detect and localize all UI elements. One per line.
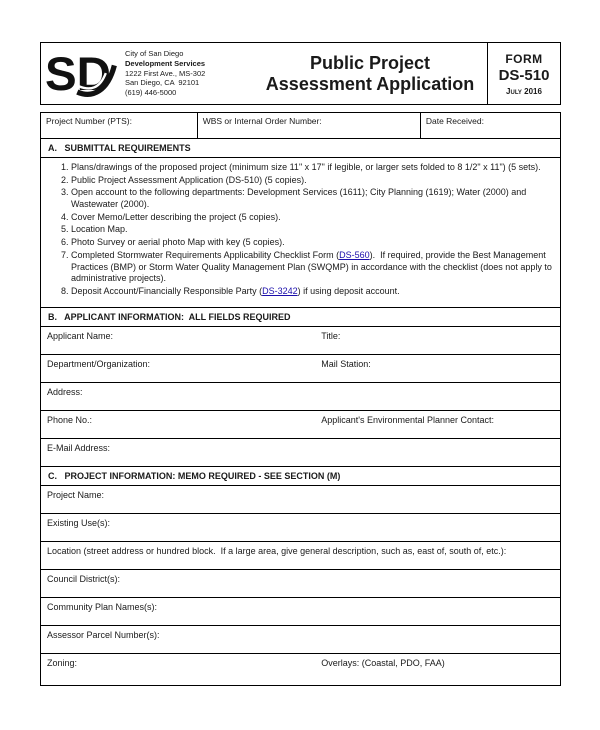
field-row-address — [41, 382, 560, 410]
field-email-label: E-Mail Address: — [47, 442, 111, 453]
field-project-number: Project Number (PTS): — [46, 116, 132, 126]
field-row-location — [41, 541, 560, 569]
field-wbs-number: WBS or Internal Order Number: — [197, 113, 420, 138]
page-title-line2: Assessment Application — [265, 73, 475, 94]
list-item-text: ). If required, provide the Best Management Practices (BMP) or Storm Water Quality Management Plan (SWQMP) in accordance with the checklist (does not apply to administrative projects). — [71, 249, 555, 284]
field-row-phone — [41, 410, 560, 438]
section-c-header: C. PROJECT INFORMATION: MEMO REQUIRED - SEE SECTION (M) — [41, 466, 560, 485]
form-number: DS-510 — [498, 66, 550, 84]
link-ds-3242[interactable]: DS-3242 — [262, 285, 298, 296]
list-item-text: Completed Stormwater Requirements Applicability Checklist Form ( — [71, 249, 340, 260]
agency-line: Development Services — [125, 58, 206, 68]
list-item: 6. Photo Survey or aerial photo Map with key (5 copies). — [71, 237, 552, 249]
svg-text:SD: SD — [45, 47, 111, 100]
list-item-text: Deposit Account/Financially Responsible Party ( — [71, 285, 263, 296]
list-item-stormwater — [71, 249, 555, 285]
field-row-zoning — [41, 653, 560, 685]
field-assessor-parcel-label: Assessor Parcel Number(s): — [47, 629, 160, 640]
field-date-received: Date Received: — [420, 113, 560, 138]
field-row-existing-use — [41, 513, 560, 541]
field-planner-contact-label: Applicant's Environmental Planner Contact: — [321, 414, 495, 425]
field-council-district-label: Council District(s): — [47, 573, 121, 584]
agency-line: City of San Diego — [125, 49, 184, 58]
field-existing-use-label: Existing Use(s): — [47, 517, 111, 528]
field-zoning-label: Zoning: — [47, 657, 78, 668]
list-item: 4. Cover Memo/Letter describing the project (5 copies). — [71, 212, 552, 224]
section-a-header: A. SUBMITTAL REQUIREMENTS — [41, 138, 560, 157]
field-row-project-name — [41, 485, 560, 513]
field-row-council-district — [41, 569, 560, 597]
list-item-deposit — [71, 286, 552, 298]
list-item: 1. Plans/drawings of the proposed project (minimum size 11" x 17" if legible, or larger sets folded to 8 1/2" x 11") (5 sets). — [71, 162, 552, 174]
form-header — [40, 42, 561, 105]
form-label: FORM — [505, 51, 543, 66]
agency-address-block — [125, 43, 253, 104]
form-body — [40, 112, 561, 686]
field-community-plan-label: Community Plan Names(s): — [47, 601, 158, 612]
field-title-label: Title: — [321, 330, 341, 341]
agency-line: San Diego, CA 92101 — [125, 78, 200, 88]
list-item: 3. Open account to the following departments: Development Services (1611); City Planning (1619); Water (2000) and Wastewater (2000). — [71, 187, 552, 210]
field-overlays-label: Overlays: (Coastal, PDO, FAA) — [321, 657, 445, 668]
list-item-text: ) if using deposit account. — [297, 285, 400, 296]
form-date: July 2016 — [506, 86, 542, 96]
field-project-name-label: Project Name: — [47, 489, 105, 500]
field-location-label: Location (street address or hundred block. If a large area, give general description, such as, east of, south of, etc.): — [47, 545, 507, 556]
section-b-header: B. APPLICANT INFORMATION: ALL FIELDS REQUIRED — [41, 307, 560, 326]
field-row-department — [41, 354, 560, 382]
field-row-assessor-parcel — [41, 625, 560, 653]
link-ds-560[interactable]: DS-560 — [339, 249, 370, 260]
tracking-numbers-row — [41, 113, 560, 138]
page-title — [253, 43, 487, 104]
field-applicant-name-label: Applicant Name: — [47, 330, 114, 341]
list-item: 2. Public Project Assessment Application (DS-510) (5 copies). — [71, 175, 552, 187]
field-row-applicant-name — [41, 326, 560, 354]
sd-logo-icon — [45, 48, 121, 100]
field-row-email — [41, 438, 560, 466]
submittal-requirements-list — [41, 157, 560, 307]
agency-line: (619) 446-5000 — [125, 88, 177, 97]
field-address-label: Address: — [47, 386, 83, 397]
agency-line: 1222 First Ave., MS-302 — [125, 68, 206, 78]
city-of-san-diego-logo — [41, 43, 125, 104]
field-row-community-plan — [41, 597, 560, 625]
field-department-label: Department/Organization: — [47, 358, 151, 369]
field-phone-label: Phone No.: — [47, 414, 93, 425]
field-mail-station-label: Mail Station: — [321, 358, 371, 369]
page-title-line1: Public Project — [309, 53, 431, 74]
form-number-box — [487, 43, 560, 104]
list-item: 5. Location Map. — [71, 224, 552, 236]
